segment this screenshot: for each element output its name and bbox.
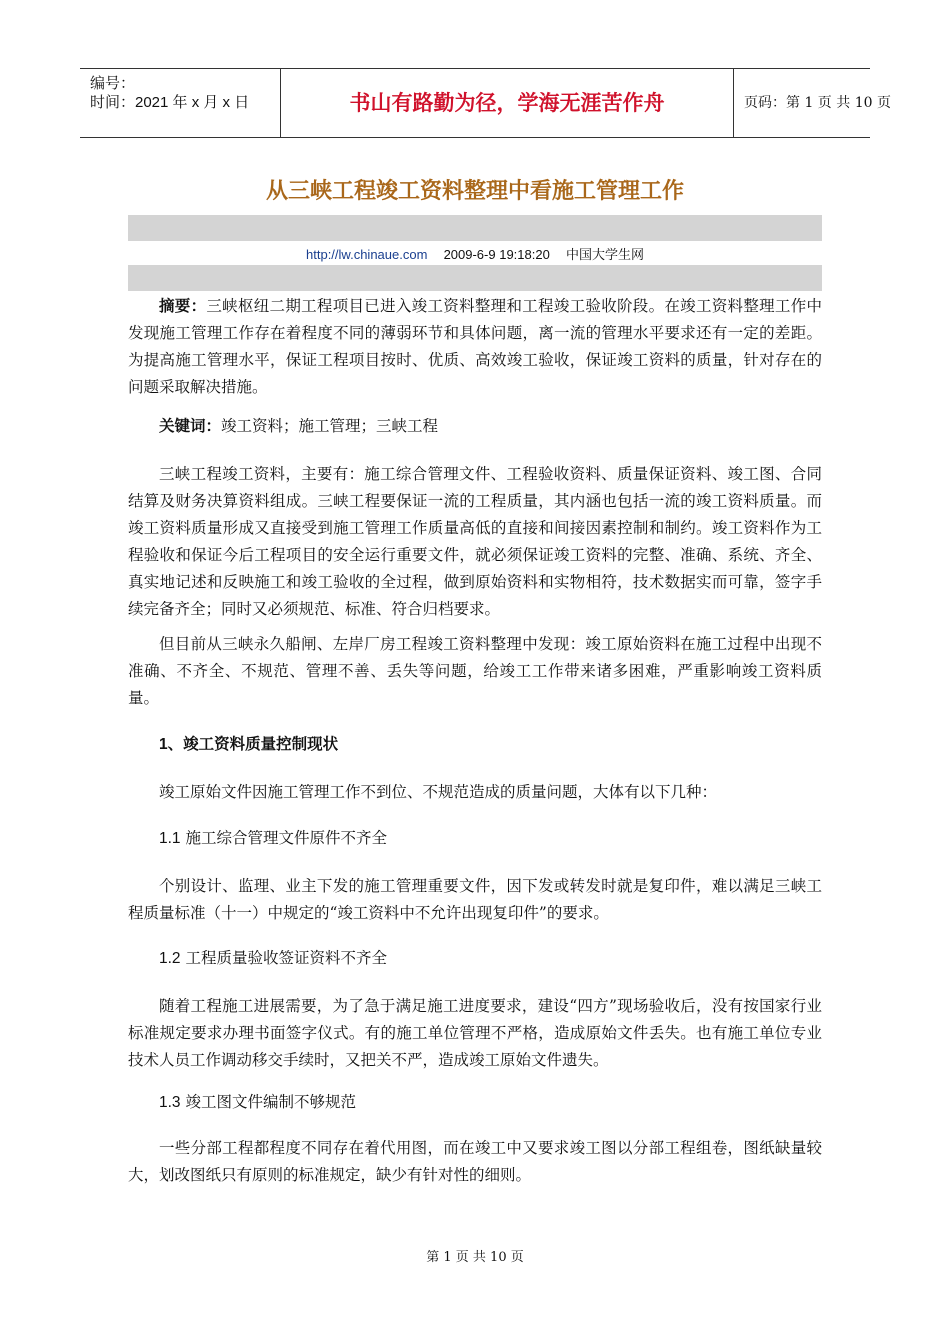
paragraph-5 [128, 993, 822, 1074]
page-footer: 第 1 页 共 10 页 [426, 1250, 524, 1265]
abstract-text: 三峡枢纽二期工程项目已进入竣工资料整理和工程竣工验收阶段。在竣工资料整理工作中发现施工管理工作存在着程度不同的薄弱环节和具体问题，离一流的管理水平要求还有一定的差距。为提高施工管理水平，保证工程项目按时、优质、高效竣工验收，保证竣工资料的质量，针对存在的问题采取解决措施。 [128, 297, 822, 396]
subsection-1-2 [128, 945, 822, 972]
keywords-text: 竣工资料；施工管理；三峡工程 [221, 417, 439, 435]
paragraph-2 [128, 631, 822, 712]
subsection-1-3-title: 竣工图文件编制不够规范 [185, 1093, 357, 1111]
paragraph-1-text: 三峡工程竣工资料，主要有：施工综合管理文件、工程验收资料、质量保证资料、竣工图、合同结算及财务决算资料组成。三峡工程要保证一流的工程质量，其内涵也包括一流的竣工资料质量。而竣工资料质量形成又直接受到施工管理工作质量高低的直接和间接因素控制和制约。竣工资料作为工程验收和保证今后工程项目的安全运行重要文件，就必须保证竣工资料的完整、准确、系统、齐全、真实地记述和反映施工和竣工验收的全过程，做到原始资料和实物相符，技术数据实而可靠，签字手续完备齐全；同时又必须规范、标准、符合归档要求。 [128, 465, 822, 618]
article-title: 从三峡工程竣工资料整理中看施工管理工作 [265, 178, 684, 204]
grey-bar-top [128, 215, 822, 241]
time-label: 时间：2021 年 x 月 x 日 [90, 94, 250, 111]
paragraph-5-text: 随着工程施工进展需要，为了急于满足施工进度要求，建设“四方”现场验收后，没有按国家行业标准规定要求办理书面签字仪式。有的施工单位管理不严格，造成原始文件丢失。也有施工单位专业技术人员工作调动移交手续时，又把关不严，造成竣工原始文件遗失。 [128, 997, 822, 1069]
subsection-1-3 [128, 1089, 822, 1116]
subsection-1-3-number: 1.3 [159, 1094, 181, 1111]
paragraph-3-text: 竣工原始文件因施工管理工作不到位、不规范造成的质量问题，大体有以下几种： [159, 783, 718, 801]
paragraph-6 [128, 1135, 822, 1189]
paragraph-3 [128, 779, 822, 806]
header-table [80, 68, 891, 138]
header-left-cell [80, 69, 281, 137]
number-label: 编号： [90, 75, 136, 92]
abstract-label: 摘要： [159, 298, 207, 315]
section-1-heading [128, 731, 822, 758]
paragraph-4-text: 个别设计、监理、业主下发的施工管理重要文件，因下发或转发时就是复印件，难以满足三峡工程质量标准（十一）中规定的“竣工资料中不允许出现复印件”的要求。 [128, 877, 822, 922]
paragraph-2-text: 但目前从三峡永久船闸、左岸厂房工程竣工资料整理中发现：竣工原始资料在施工过程中出现不准确、不齐全、不规范、管理不善、丢失等问题，给竣工工作带来诸多困难，严重影响竣工资料质量。 [128, 635, 822, 707]
paragraph-1 [128, 461, 822, 623]
section-1-heading-text: 1、竣工资料质量控制现状 [159, 736, 339, 753]
motto: 书山有路勤为径，学海无涯苦作舟 [281, 69, 734, 137]
subsection-1-1 [128, 825, 822, 852]
abstract [128, 293, 822, 401]
keywords-label: 关键词： [159, 418, 222, 435]
subsection-1-2-title: 工程质量验收签证资料不齐全 [185, 949, 388, 967]
keywords [128, 413, 822, 440]
subsection-1-1-title: 施工综合管理文件原件不齐全 [185, 829, 388, 847]
source-name: 中国大学生网 [565, 248, 644, 263]
subsection-1-1-number: 1.1 [159, 830, 181, 847]
publish-date: 2009-6-9 19:18:20 [443, 247, 550, 262]
page-label: 页码：第 1 页 共 10 页 [744, 95, 891, 111]
paragraph-4 [128, 873, 822, 927]
subsection-1-2-number: 1.2 [159, 950, 181, 967]
source-link[interactable]: http://lw.chinaue.com [306, 247, 428, 262]
article-meta [0, 244, 950, 263]
grey-bar-bottom [128, 265, 822, 291]
paragraph-6-text: 一些分部工程都程度不同存在着代用图，而在竣工中又要求竣工图以分部工程组卷，图纸缺量较大，划改图纸只有原则的标准规定，缺少有针对性的细则。 [128, 1139, 822, 1184]
